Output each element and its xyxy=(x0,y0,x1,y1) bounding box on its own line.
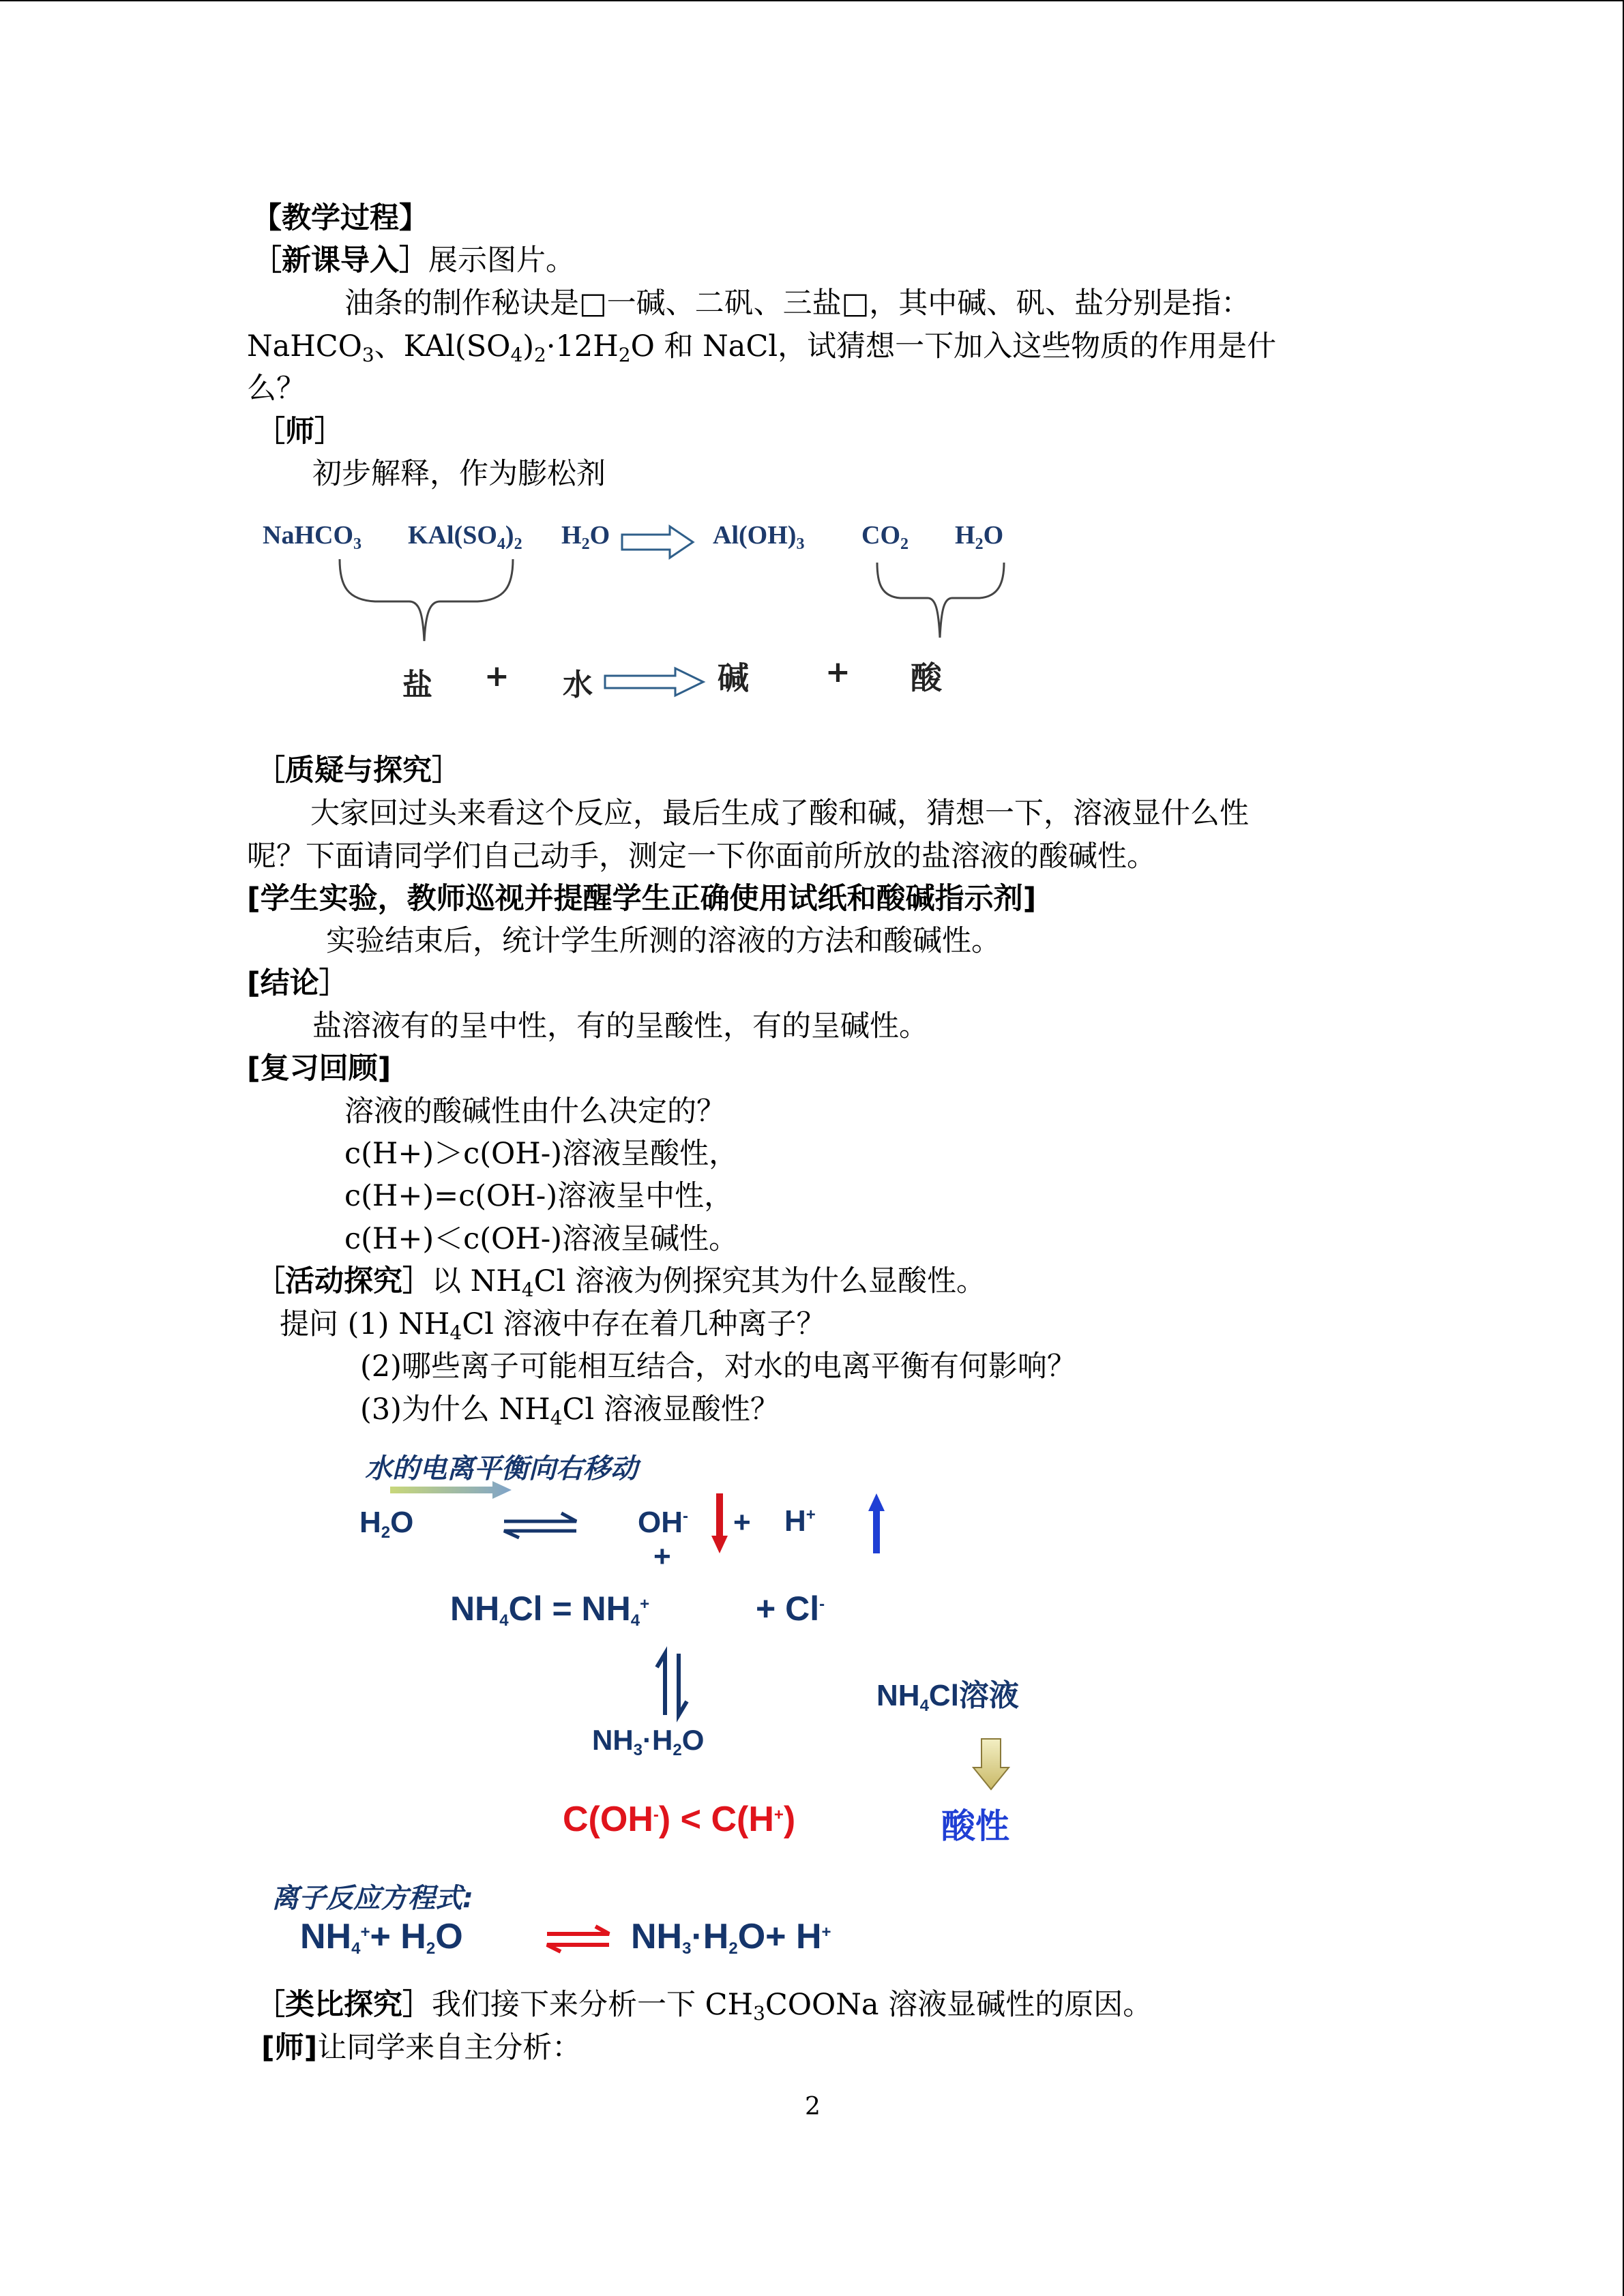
fig2-eq-equilibrium-arrow xyxy=(544,1924,612,1953)
question-2: (2)哪些离子可能相互结合，对水的电离平衡有何影响？ xyxy=(360,1350,1076,1384)
fig1-plus-2: + xyxy=(825,655,851,689)
fig2-plus-b: + xyxy=(653,1540,671,1573)
fig1-co2: $CO_2$ xyxy=(861,521,909,553)
fig1-arrow-2 xyxy=(604,667,706,697)
intro-line xyxy=(252,240,575,281)
fig1-nahco3: NaHCO$_3$ xyxy=(263,521,361,553)
fig1-aloh3: $Al(OH)_3$ xyxy=(713,521,805,553)
fig1-acid: 酸 xyxy=(911,659,942,696)
activity-label: ［活动探究］ xyxy=(256,1264,432,1298)
fig2-eq-right: $NH_3\cdot H_2O+ H^+$ xyxy=(631,1917,831,1958)
teacher-text-2: 让同学来自主分析： xyxy=(317,2031,582,2065)
fig2-shift-arrow xyxy=(390,1481,513,1499)
fig2-ionic-title: 离子反应方程式: xyxy=(271,1883,473,1914)
fig1-plus-1: + xyxy=(484,659,510,694)
fig2-plus-a: + xyxy=(733,1506,751,1539)
fig1-salt: 盐 xyxy=(402,668,432,702)
inquiry-line-1: 大家回过头来看这个反应，最后生成了酸和碱，猜想一下，溶液显什么性 xyxy=(310,796,1249,831)
fig2-inequality: C(OH-) < C(H+) xyxy=(563,1800,796,1839)
review-label: [复习回顾] xyxy=(247,1052,392,1086)
teacher-label-1: ［师］ xyxy=(256,415,344,449)
conclusion-label: [结论］ xyxy=(247,966,349,1000)
section-heading: 【教学过程】 xyxy=(252,201,428,235)
fig1-base: 碱 xyxy=(718,659,749,696)
teacher-line-2 xyxy=(261,2027,581,2068)
question-3: (3)为什么 $NH_4Cl$ 溶液显酸性？ xyxy=(360,1392,780,1429)
teacher-text-1: 初步解释，作为膨松剂 xyxy=(312,457,606,491)
inquiry-line-2: 呢？下面请同学们自己动手，测定一下你面前所放的盐溶液的酸碱性。 xyxy=(247,839,1156,874)
fig2-h-up-arrow xyxy=(866,1492,887,1553)
fig2-oh-down-arrow xyxy=(709,1493,730,1555)
inquiry-label: ［质疑与探究］ xyxy=(256,754,461,788)
fig2-oh: OH- xyxy=(638,1506,688,1539)
fig2-nh4cl-solution: $NH_4Cl$溶液 xyxy=(876,1679,1019,1715)
fig2-nh4cl-dissociation: $NH_4Cl = NH_4^+$ xyxy=(450,1590,650,1630)
fig1-kal-so4: $KAl(SO_4)_2$ xyxy=(408,521,522,553)
fig1-water: 水 xyxy=(563,668,593,702)
top-border xyxy=(0,0,1624,1)
student-experiment: [学生实验，教师巡视并提醒学生正确使用试纸和酸碱指示剂] xyxy=(247,882,1037,916)
fig2-vertical-equilibrium-arrow xyxy=(651,1650,692,1718)
fig2-nh3-h2o: $NH_3\cdot H_2O$ xyxy=(592,1724,705,1759)
paragraph-1-line-1: 油条的制作秘诀是□一碱、二矾、三盐□，其中碱、矾、盐分别是指： xyxy=(344,286,1251,320)
fig2-acidic: 酸性 xyxy=(941,1806,1009,1846)
analogy-label: ［类比探究］ xyxy=(256,1988,432,2022)
intro-text: 展示图片。 xyxy=(428,243,575,278)
conclusion-text: 盐溶液有的呈中性，有的呈酸性，有的呈碱性。 xyxy=(312,1009,928,1043)
fig2-cl-ion: + Cl- xyxy=(756,1590,825,1628)
analogy-line: ［类比探究］我们接下来分析一下 $CH_3COONa$ 溶液显碱性的原因。 xyxy=(256,1988,1153,2025)
fig2-h-ion: H+ xyxy=(784,1504,816,1538)
fig2-equilibrium-arrow xyxy=(501,1512,580,1539)
question-1: 提问 (1) $NH_4Cl$ 溶液中存在着几种离子？ xyxy=(280,1307,826,1344)
intro-label: ［新课导入］ xyxy=(252,243,428,278)
review-item-3: c(H+)＜c(OH-)溶液呈碱性。 xyxy=(344,1222,739,1256)
page-number: 2 xyxy=(805,2093,821,2121)
fig1-arrow-1 xyxy=(621,525,696,559)
fig2-down-arrow xyxy=(972,1738,1010,1791)
fig1-brace-right xyxy=(873,563,1009,641)
experiment-after: 实验结束后，统计学生所测的溶液的方法和酸碱性。 xyxy=(326,924,1001,958)
paragraph-1-line-3: 么？ xyxy=(247,372,306,406)
review-item-1: c(H+)＞c(OH-)溶液呈酸性， xyxy=(344,1137,739,1171)
activity-line: ［活动探究］以 $NH_4Cl$ 溶液为例探究其为什么显酸性。 xyxy=(256,1264,986,1301)
fig1-h2o: $H_2O$ xyxy=(561,521,610,553)
fig1-h2o-2: $H_2O$ xyxy=(955,521,1004,553)
fig1-brace-left xyxy=(334,559,518,648)
fig2-shift-title: 水的电离平衡向右移动 xyxy=(365,1453,638,1485)
teacher-label-2: [师] xyxy=(261,2031,318,2065)
review-item-2: c(H+)=c(OH-)溶液呈中性， xyxy=(344,1179,734,1213)
paragraph-1-line-2: NaHCO$_3$、$KAl(SO_4)_2\cdot 12H_2O$ 和 NaCl，试猜想一下加入这些物质的作用是什 xyxy=(247,329,1277,366)
fig2-eq-left: $NH_4^++ H_2O$ xyxy=(300,1917,463,1958)
review-question: 溶液的酸碱性由什么决定的？ xyxy=(344,1094,726,1129)
fig2-h2o: $H_2O$ xyxy=(359,1506,414,1542)
